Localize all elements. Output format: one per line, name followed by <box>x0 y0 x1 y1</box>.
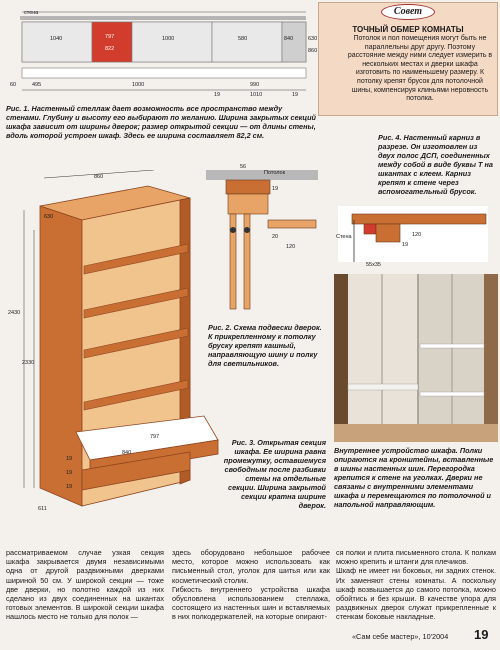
fig1-dim-7: 630 <box>308 36 318 42</box>
fig1-dim-14: 1010 <box>250 92 263 98</box>
fig1-dim-13: 990 <box>250 82 260 88</box>
fig1-dim-10: 495 <box>32 82 42 88</box>
cab-dim-4: 611 <box>38 506 47 512</box>
fig2-label-4: 120 <box>286 244 296 250</box>
fig2-label-0: 56 <box>240 164 247 170</box>
cabinet-interior-photo <box>334 274 498 442</box>
advice-text: Потолок и пол помещения могут быть не параллельны друг другу. Поэтому расстояние между ними следует измерить в нескольких местах и дверки шкафа изготовить по наименьшему размеру. К потолку крепят брусок для потолочной шины, компенсируя клиньями неровность потолка. <box>347 35 493 103</box>
photo-caption: Внутреннее устройство шкафа. Полки опираются на кронштейны, вставленные в шины настенных шин. Перегородка крепится к стене на уголках. Дверки не связаны с внутренними элементами шкафа и перемещаются по потолочной и напольной направляющим. <box>334 446 494 509</box>
cab-dim-7: 19 <box>66 484 73 490</box>
fig4-label-0: Стена <box>336 234 352 240</box>
fig1-dim-12: 19 <box>214 92 221 98</box>
cab-dim-8: 797 <box>150 434 160 440</box>
fig1-dim-11: 1000 <box>132 82 145 88</box>
fig1-dim-5: 580 <box>238 36 248 42</box>
fig2-label-1: Потолок <box>264 170 286 176</box>
cab-dim-1: 630 <box>44 214 54 220</box>
figure-2-scheme <box>206 160 324 310</box>
advice-box <box>318 2 498 116</box>
figure-4-caption: Рис. 4. Настенный карниз в разрезе. Он изготовлен из двух полос ДСП, соединенных между собой в виде буквы Т на шкантах с клеем. Карниз крепят к стене через вспомогательный брусок. <box>378 133 493 196</box>
page-number: 19 <box>474 627 489 642</box>
figure-4-cornice <box>332 200 496 272</box>
figure-1-caption: Рис. 1. Настенный стеллаж дает возможность все пространство между стенами. Глубину и высоту его выбирают по желанию. Ширина закрытых секций шкафа зависит от ширины дверок; размер открытой секции — от длины стены, вдоль которой устроен шкаф. Здесь ее ширина составляет 82,2 см. <box>6 104 316 140</box>
figure-3-caption: Рис. 3. Открытая секция шкафа. Ее ширина равна промежутку, оставшемуся свободным после разбивки стены на отдельные секции. Ширина закрытой секции кратна ширине дверок. <box>223 438 326 510</box>
fig1-dim-15: 19 <box>292 92 299 98</box>
fig1-dim-3: 822 <box>105 46 115 52</box>
cab-dim-0: 860 <box>94 174 104 180</box>
cab-dim-3: 2330 <box>22 360 35 366</box>
cab-dim-2: 2430 <box>8 310 21 316</box>
figure-2-caption: Рис. 2. Схема подвески дверок. К прикрепленному к потолку бруску крепят кашный, направляющую шину и полку для светильников. <box>208 323 322 368</box>
figure-3-cabinet <box>4 170 222 514</box>
fig2-label-3: 20 <box>272 234 279 240</box>
cab-dim-9: 840 <box>122 450 132 456</box>
fig1-dim-0: стена <box>24 10 39 16</box>
cab-dim-5: 19 <box>66 456 73 462</box>
magazine-name: «Сам себе мастер», 10'2004 <box>352 632 449 641</box>
fig1-dim-1: 1040 <box>50 36 63 42</box>
text-column-2: здесь оборудовано небольшое рабочее место, которое можно использовать как письменный стол, уголок для шитья или как косметический столик. Гибкость внутреннего устройства шкафа обусловлена использованием стеллажа, состоящего из настенных шин и вставляемых в них полкодержателей, на которые опирают- <box>172 548 330 622</box>
fig4-label-3: 120 <box>412 232 422 238</box>
cab-dim-6: 19 <box>66 470 73 476</box>
fig1-dim-2: 797 <box>105 34 115 40</box>
fig1-dim-8: 860 <box>308 48 318 54</box>
fig1-dim-9: 60 <box>10 82 17 88</box>
fig2-label-2: 19 <box>272 186 279 192</box>
text-column-1: рассматриваемом случае узкая секция шкафа закрывается двумя независимыми одна от другой раздвижными дверками шириной 50 см. У широкой секции — тоже две дверки, но полотно каждой из них сделано из двух соединенных на шкантах готовых элементов. В широкой секции шкафа нашлось место не только для полок — <box>6 548 164 622</box>
text-column-3: ся полки и плита письменного стола. К полкам можно крепить и штанги для плечиков. Шкаф не имеет ни боковых, ни задних стенок. Их заменяют стены комнаты. А поскольку шкаф возвышается до самого потолка, можно обойтись и без крыши. В качестве упора для раздвижных дверок служат прикрепленные к стенкам боковые накладные. <box>336 548 496 622</box>
fig4-label-2: 19 <box>402 242 409 248</box>
fig1-dim-4: 1000 <box>162 36 175 42</box>
fig4-label-1: 55x35 <box>366 262 381 268</box>
advice-tag: Совет <box>381 4 435 20</box>
advice-title: ТОЧНЫЙ ОБМЕР КОМНАТЫ <box>352 25 464 34</box>
fig1-dim-6: 840 <box>284 36 294 42</box>
figure-1-plan <box>2 2 318 102</box>
